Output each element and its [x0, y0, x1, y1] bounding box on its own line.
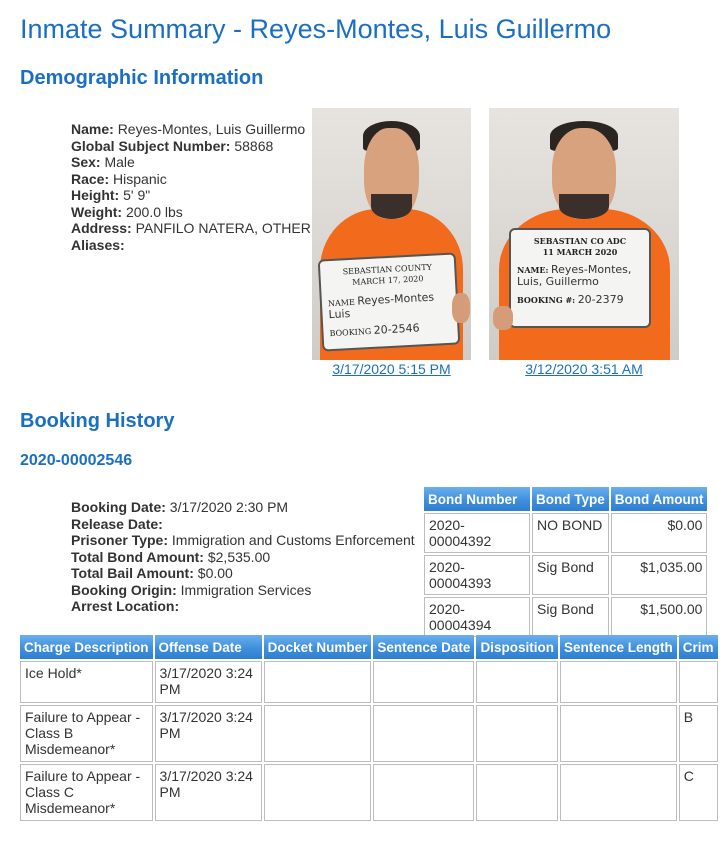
booking-history-heading: Booking History — [20, 410, 175, 432]
photo-2-date-link[interactable]: 3/12/2020 3:51 AM — [525, 361, 643, 377]
photo-1-date-link[interactable]: 3/17/2020 5:15 PM — [332, 361, 451, 377]
booking-placard-2: SEBASTIAN CO ADC 11 MARCH 2020 NAME: Reyes-Montes, Luis, Guillermo BOOKING #: 20-2379 — [509, 228, 651, 328]
field-height: Height: 5' 9" — [71, 187, 151, 203]
offense-date-cell: 3/17/2020 3:24 PM — [155, 705, 262, 762]
bond-amount-cell: $1,035.00 — [611, 555, 708, 595]
field-global-subject-number: Global Subject Number: 58868 — [71, 137, 274, 154]
col-disposition: Disposition — [476, 635, 558, 659]
sentence-date-cell — [373, 764, 474, 821]
field-weight: Weight: 200.0 lbs — [71, 203, 183, 220]
field-total-bail-amount: Total Bail Amount: $0.00 — [71, 565, 233, 581]
charges-table-header — [20, 635, 718, 659]
charge-description-cell: Ice Hold* — [20, 661, 153, 703]
bond-number-cell: 2020-00004393 — [424, 555, 530, 595]
sentence-date-cell — [373, 705, 474, 762]
bond-type-cell: NO BOND — [532, 513, 609, 553]
disposition-cell — [476, 764, 558, 821]
field-release-date: Release Date: — [71, 515, 163, 532]
col-sentence-date: Sentence Date — [373, 635, 474, 659]
col-bond-amount: Bond Amount — [611, 487, 708, 511]
field-aliases: Aliases: — [71, 236, 125, 253]
col-charge-description: Charge Description — [20, 635, 153, 659]
charge-description-cell: Failure to Appear - Class C Misdemeanor* — [20, 764, 153, 821]
field-prisoner-type: Prisoner Type: Immigration and Customs Enforcement — [71, 532, 415, 548]
sentence-length-cell — [560, 764, 677, 821]
col-docket-number: Docket Number — [264, 635, 372, 659]
field-name: Name: Reyes-Montes, Luis Guillermo — [71, 121, 306, 137]
offense-date-cell: 3/17/2020 3:24 PM — [155, 661, 262, 703]
page-title: Inmate Summary - Reyes-Montes, Luis Guillermo — [20, 14, 612, 44]
bond-type-cell: Sig Bond — [532, 597, 609, 637]
col-offense-date: Offense Date — [155, 635, 262, 659]
field-sex: Sex: Male — [71, 154, 135, 170]
field-arrest-location: Arrest Location: — [71, 598, 180, 614]
sentence-date-cell — [373, 661, 474, 703]
field-address: Address: PANFILO NATERA, OTHER — [71, 220, 311, 236]
col-crime-class: Crim — [679, 635, 718, 659]
bond-amount-cell: $0.00 — [611, 513, 708, 553]
charge-description-cell: Failure to Appear - Class B Misdemeanor* — [20, 705, 153, 762]
field-race: Race: Hispanic — [71, 170, 167, 187]
col-sentence-length: Sentence Length — [560, 635, 677, 659]
bond-amount-cell: $1,500.00 — [611, 597, 708, 637]
offense-date-cell: 3/17/2020 3:24 PM — [155, 764, 262, 821]
crime-class-cell: B — [679, 705, 718, 762]
field-booking-date: Booking Date: 3/17/2020 2:30 PM — [71, 499, 289, 515]
crime-class-cell: C — [679, 764, 718, 821]
demographic-heading: Demographic Information — [20, 67, 264, 89]
table-row — [20, 705, 718, 762]
booking-number: 2020-00002546 — [20, 452, 133, 469]
table-row — [20, 661, 718, 703]
docket-number-cell — [264, 661, 372, 703]
docket-number-cell — [264, 705, 372, 762]
disposition-cell — [476, 661, 558, 703]
bond-type-cell: Sig Bond — [532, 555, 609, 595]
sentence-length-cell — [560, 705, 677, 762]
docket-number-cell — [264, 764, 372, 821]
col-bond-type: Bond Type — [532, 487, 609, 511]
col-bond-number: Bond Number — [424, 487, 530, 511]
booking-placard-1: SEBASTIAN COUNTY MARCH 17, 2020 NAME Reyes-Montes Luis BOOKING 20-2546 — [318, 252, 461, 351]
crime-class-cell — [679, 661, 718, 703]
field-booking-origin: Booking Origin: Immigration Services — [71, 581, 312, 598]
bond-number-cell: 2020-00004394 — [424, 597, 530, 637]
bond-number-cell: 2020-00004392 — [424, 513, 530, 553]
field-total-bond-amount: Total Bond Amount: $2,535.00 — [71, 548, 271, 565]
disposition-cell — [476, 705, 558, 762]
sentence-length-cell — [560, 661, 677, 703]
charges-table — [18, 633, 720, 823]
table-row — [20, 764, 718, 821]
